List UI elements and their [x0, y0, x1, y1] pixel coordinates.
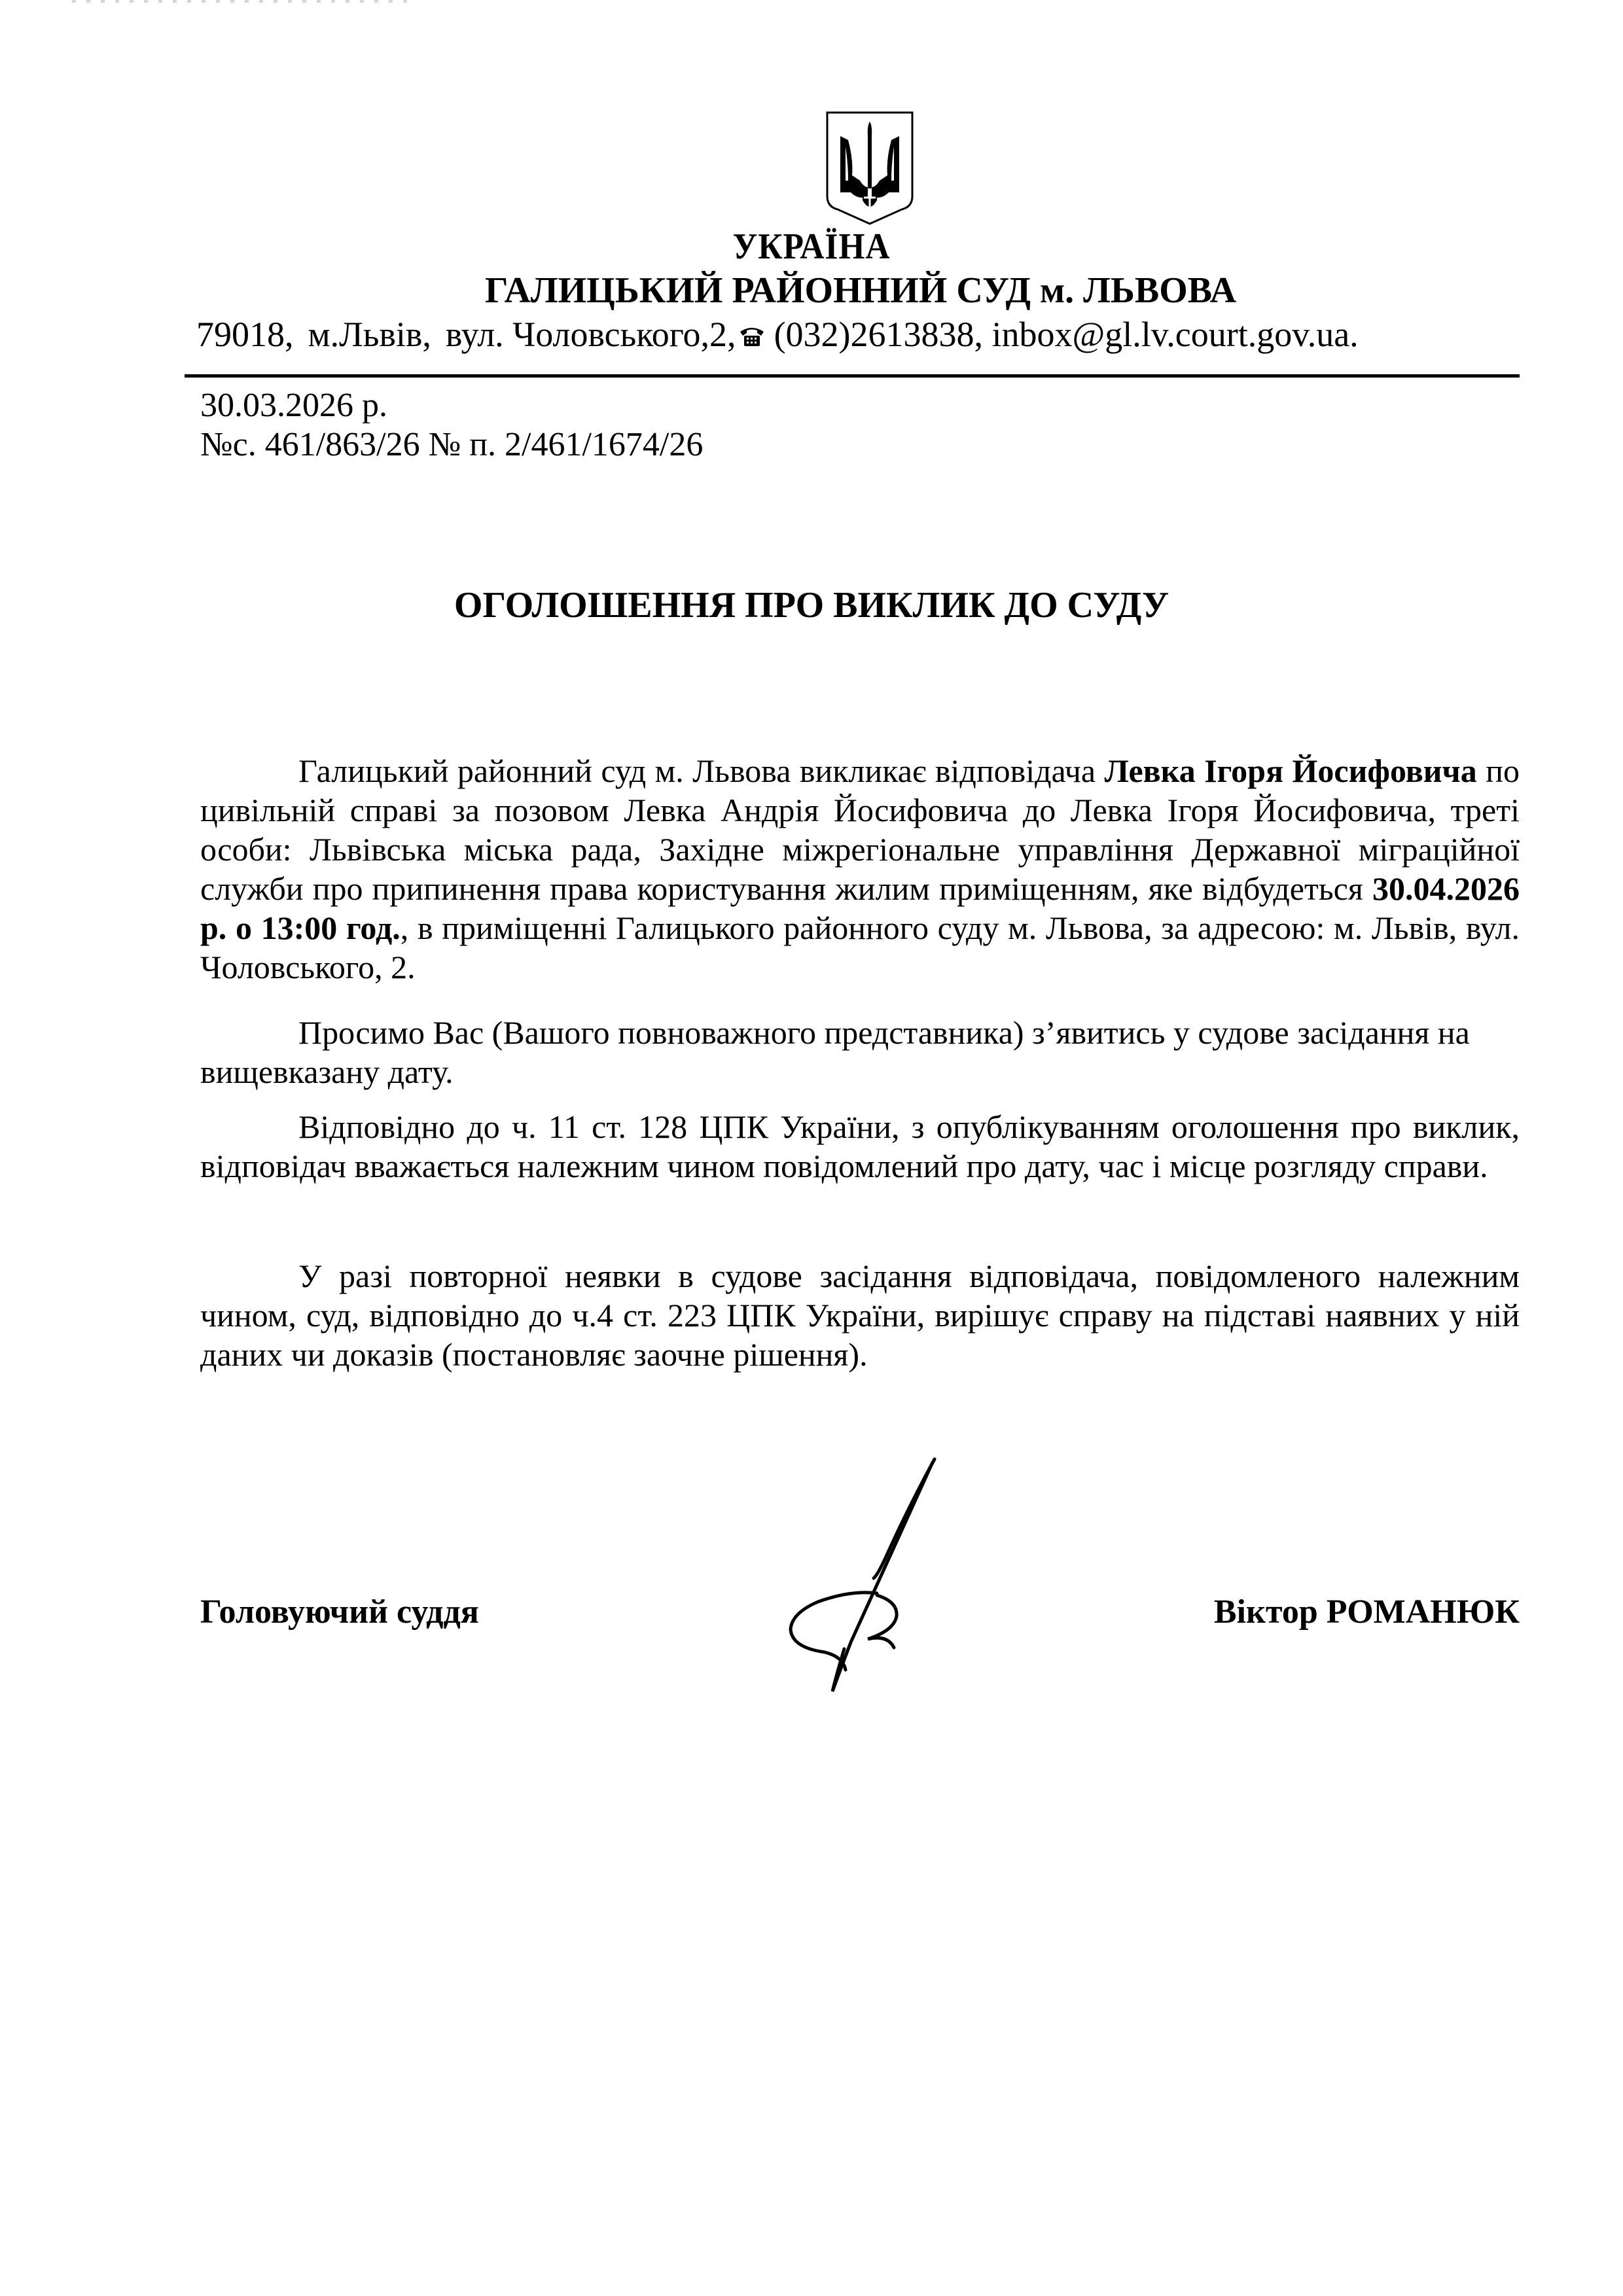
judge-name: Віктор РОМАНЮК — [1213, 1593, 1520, 1631]
paragraph-default-judgment — [200, 1256, 1520, 1374]
default-judgment-text: У разі повторної неявки в судове засідання відповідача, повідомленого належним чином, суд, відповідно до ч.4 ст. 223 ЦПК України, вирішує справу на підставі наявних у ній даних чи доказів (постановляє заочне рішення). — [200, 1258, 1520, 1373]
postal-code: 79018, — [196, 315, 294, 354]
hearing-datetime: 30.04.2026 р. о 13:00 год. — [200, 870, 1520, 946]
summons-text-2: по цивільній справі за позовом Левка Андрія Йосифовича до Левка Ігоря Йосифовича, треті особи: Львівська міська рада, Західне міжрегіональне управління Державної міграційної служби про припинення права користування жилим приміщенням, яке відбудеться — [200, 752, 1520, 907]
request-text: Просимо Вас (Вашого повноважного представника) з’явитись у судове засідання на вищевказану дату. — [200, 1014, 1470, 1090]
scan-artifact — [72, 0, 412, 3]
court-address — [196, 314, 1359, 355]
address-street: вул. Чоловського,2, — [445, 315, 736, 354]
paragraph-summons — [200, 751, 1520, 987]
summons-text-1: Галицький районний суд м. Львова викликає відповідача — [298, 752, 1105, 789]
paragraph-request — [200, 1013, 1520, 1091]
telephone-icon — [739, 325, 765, 347]
defendant-name: Левка Ігоря Йосифовича — [1104, 752, 1477, 789]
document-title: ОГОЛОШЕННЯ ПРО ВИКЛИК ДО СУДУ — [454, 585, 1169, 626]
ukraine-coat-of-arms-icon — [825, 110, 915, 226]
judge-role: Головуючий суддя — [200, 1593, 479, 1631]
paragraph-notification — [200, 1107, 1520, 1186]
notification-text: Відповідно до ч. 11 ст. 128 ЦПК України, з опублікуванням оголошення про виклик, відповідач вважається належним чином повідомлений про дату, час і місце розгляду справи. — [200, 1108, 1520, 1184]
header-divider — [185, 374, 1520, 378]
address-city: м.Львів, — [308, 315, 431, 354]
document-date: 30.03.2026 р. — [200, 387, 387, 424]
handwritten-signature-icon — [759, 1426, 955, 1701]
header-country: УКРАЇНА — [732, 226, 891, 267]
case-numbers: №с. 461/863/26 № п. 2/461/1674/26 — [200, 426, 704, 463]
summons-text-3: , в приміщенні Галицького районного суду м. Львова, за адресою: м. Львів, вул. Чоловського, 2. — [200, 910, 1520, 985]
court-name: ГАЛИЦЬКИЙ РАЙОННИЙ СУД м. ЛЬВОВА — [484, 270, 1237, 311]
court-email[interactable]: , inbox@gl.lv.court.gov.ua. — [974, 315, 1359, 354]
court-phone[interactable]: (032)2613838 — [774, 315, 974, 354]
